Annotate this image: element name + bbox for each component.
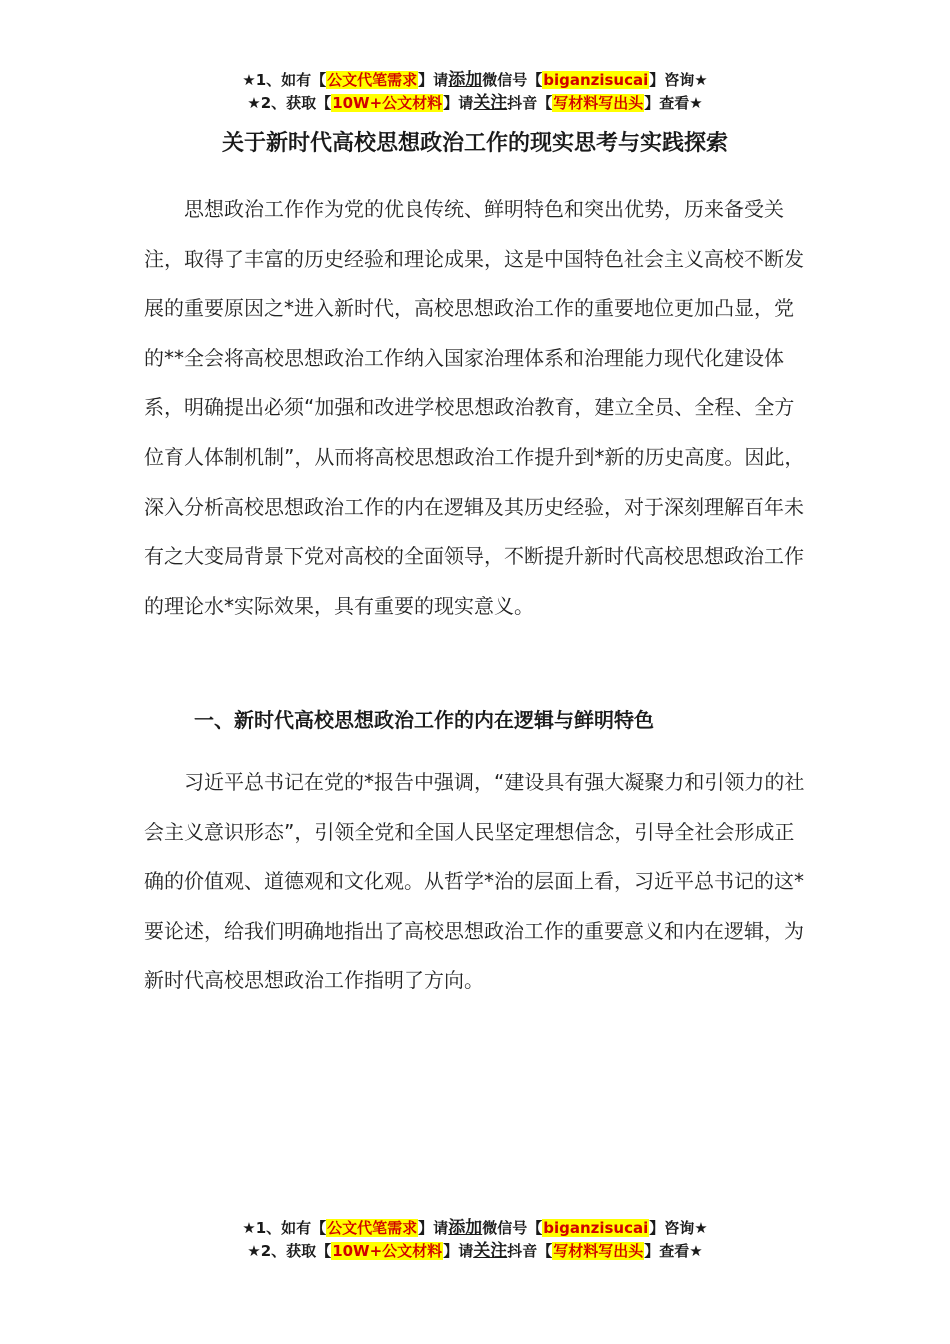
footer-line-1-mid: 】请 (418, 1219, 449, 1237)
banner-line-2-prefix: ★2、获取【 (247, 94, 332, 112)
banner-line-2-mid: 】请 (443, 94, 474, 112)
footer-line-2-highlight-materials: 10W+公文材料 (332, 1242, 443, 1260)
footer-line-1-underline: 添加 (448, 1218, 483, 1238)
footer-line-1-highlight-service: 公文代笔需求 (327, 1219, 418, 1237)
banner-line-1-mid: 】请 (418, 71, 449, 89)
document-body-1 (144, 185, 808, 631)
footer-line-1-highlight-wechat-id: biganzisucai (543, 1219, 649, 1237)
footer-banner-line-1 (0, 1217, 950, 1240)
footer-line-1-prefix: ★1、如有【 (242, 1219, 327, 1237)
banner-line-2-highlight-douyin: 写材料写出头 (553, 94, 644, 112)
footer-line-1-suffix: 】咨询★ (649, 1219, 708, 1237)
document-title: 关于新时代高校思想政治工作的现实思考与实践探索 (221, 131, 728, 156)
footer-line-2-underline: 关注 (473, 1241, 508, 1261)
banner-line-2-highlight-materials: 10W+公文材料 (332, 94, 443, 112)
header-banner (0, 69, 950, 115)
banner-line-1-suffix: 】咨询★ (649, 71, 708, 89)
banner-line-1-underline: 添加 (448, 70, 483, 90)
footer-line-2-suffix: 】查看★ (644, 1242, 703, 1260)
footer-line-1-mid2: 微信号【 (482, 1219, 543, 1237)
banner-line-2 (0, 92, 950, 115)
section-heading-1: 一、新时代高校思想政治工作的内在逻辑与鲜明特色 (194, 708, 654, 732)
banner-line-1 (0, 69, 950, 92)
banner-line-2-suffix: 】查看★ (644, 94, 703, 112)
document-body-2 (144, 758, 808, 1006)
footer-banner (0, 1217, 950, 1263)
banner-line-1-mid2: 微信号【 (482, 71, 543, 89)
paragraph-1: 思想政治工作作为党的优良传统、鲜明特色和突出优势，历来备受关注，取得了丰富的历史经验和理论成果，这是中国特色社会主义高校不断发展的重要原因之*进入新时代，高校思想政治工作的重要地位更加凸显，党的**全会将高校思想政治工作纳入国家治理体系和治理能力现代化建设体系，明确提出必须“加强和改进学校思想政治教育，建立全员、全程、全方位育人体制机制”，从而将高校思想政治工作提升到*新的历史高度。因此，深入分析高校思想政治工作的内在逻辑及其历史经验，对于深刻理解百年未有之大变局背景下党对高校的全面领导，不断提升新时代高校思想政治工作的理论水*实际效果，具有重要的现实意义。 (144, 197, 805, 618)
banner-line-2-mid2: 抖音【 (507, 94, 553, 112)
banner-line-2-underline: 关注 (473, 93, 508, 113)
footer-line-2-mid2: 抖音【 (507, 1242, 553, 1260)
footer-line-2-prefix: ★2、获取【 (247, 1242, 332, 1260)
paragraph-2: 习近平总书记在党的*报告中强调，“建设具有强大凝聚力和引领力的社会主义意识形态”，引领全党和全国人民坚定理想信念，引导全社会形成正确的价值观、道德观和文化观。从哲学*治的层面上看，习近平总书记的这*要论述，给我们明确地指出了高校思想政治工作的重要意义和内在逻辑，为新时代高校思想政治工作指明了方向。 (144, 770, 805, 993)
banner-line-1-highlight-service: 公文代笔需求 (327, 71, 418, 89)
banner-line-1-highlight-wechat-id: biganzisucai (543, 71, 649, 89)
footer-banner-line-2 (0, 1240, 950, 1263)
banner-line-1-prefix: ★1、如有【 (242, 71, 327, 89)
footer-line-2-mid: 】请 (443, 1242, 474, 1260)
footer-line-2-highlight-douyin: 写材料写出头 (553, 1242, 644, 1260)
